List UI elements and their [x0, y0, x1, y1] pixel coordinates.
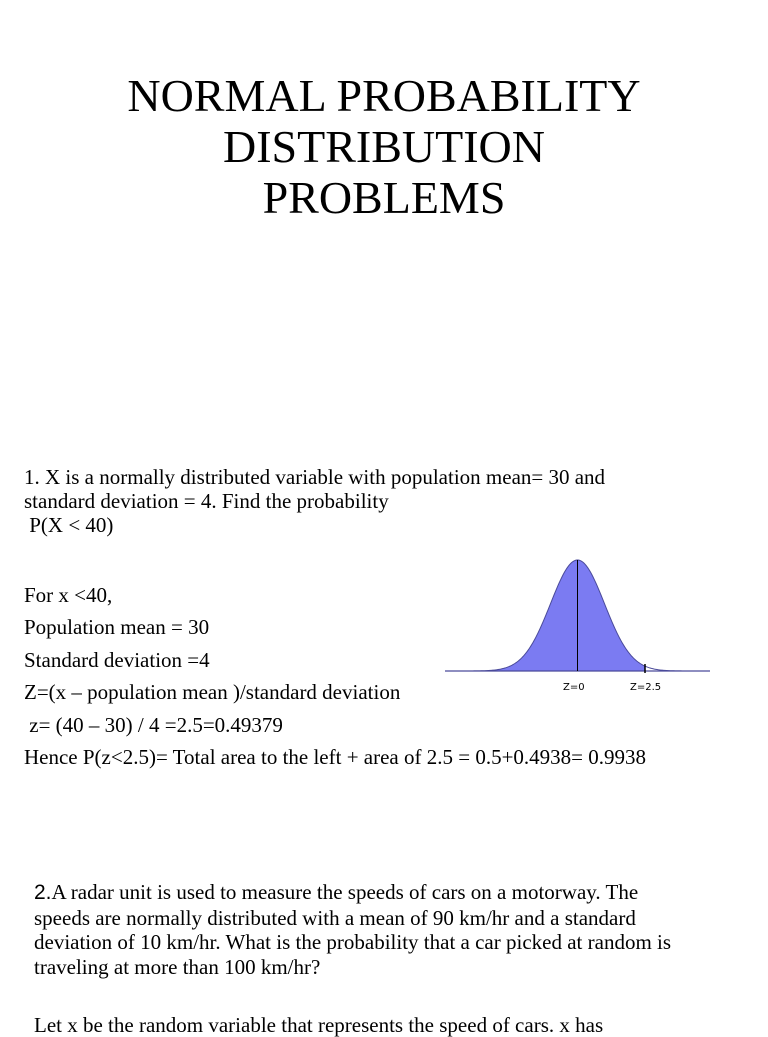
z-2-5-label: Z=2.5	[630, 682, 662, 693]
problem-1-line-3: P(X < 40)	[24, 513, 114, 537]
problem-2-continuation: Let x be the random variable that represents the speed of cars. x has	[34, 1013, 604, 1037]
z-0-label: Z=0	[563, 682, 585, 693]
title-line-2: DISTRIBUTION	[223, 121, 545, 172]
problem-1-statement	[24, 465, 744, 537]
problem-2-line-1-text: A radar unit is used to measure the speeds of cars on a motorway. The	[51, 880, 639, 904]
solution-line-5: z= (40 – 30) / 4 =2.5=0.49379	[24, 712, 283, 737]
problem-2-line-1	[34, 880, 754, 906]
page-title	[0, 70, 768, 223]
normal-curve-shaded-area	[445, 560, 645, 671]
solution-line-3: Standard deviation =4	[24, 647, 210, 672]
problem-2-line-3: deviation of 10 km/hr. What is the probability that a car picked at random is	[34, 930, 672, 954]
problem-2-number: 2.	[34, 881, 52, 904]
solution-line-4: Z=(x – population mean )/standard deviation	[24, 680, 401, 705]
problem-2-statement	[34, 880, 754, 979]
problem-2-line-4: traveling at more than 100 km/hr?	[34, 954, 321, 979]
problem-1-line-1: 1. X is a normally distributed variable with population mean= 30 and	[24, 465, 606, 489]
title-line-1: NORMAL PROBABILITY	[127, 70, 641, 121]
solution-line-6: Hence P(z<2.5)= Total area to the left + area of 2.5 = 0.5+0.4938= 0.9938	[24, 745, 647, 770]
problem-1-line-2: standard deviation = 4. Find the probability	[24, 489, 389, 513]
problem-2-line-2: speeds are normally distributed with a mean of 90 km/hr and a standard	[34, 905, 636, 930]
solution-line-2: Population mean = 30	[24, 615, 210, 640]
solution-line-1: For x <40,	[24, 583, 113, 607]
title-line-3: PROBLEMS	[262, 172, 506, 223]
normal-curve-figure	[440, 552, 715, 697]
